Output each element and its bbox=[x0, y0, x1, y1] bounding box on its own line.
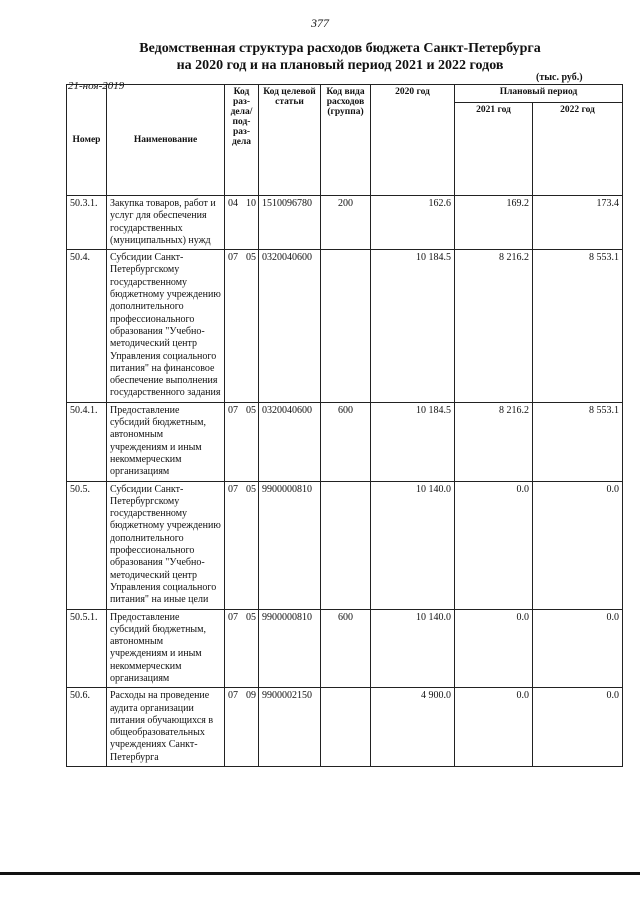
row-number: 50.4. bbox=[67, 250, 107, 403]
row-subsection: 10 bbox=[246, 198, 256, 209]
row-target-code: 9900000810 bbox=[259, 609, 321, 688]
header-section-code: Код раз-дела/ под-раз-дела bbox=[225, 85, 259, 196]
row-target-code: 0320040600 bbox=[259, 402, 321, 481]
row-section-code bbox=[225, 609, 259, 688]
table-row bbox=[67, 250, 623, 403]
row-section-code bbox=[225, 402, 259, 481]
row-subsection: 05 bbox=[246, 611, 256, 623]
row-name: Расходы на проведение аудита организации питания обучающихся в общеобразовательных учреждениях Санкт-Петербурга bbox=[107, 688, 225, 767]
row-2021-amount: 8 216.2 bbox=[455, 250, 533, 403]
row-subsection: 05 bbox=[246, 404, 256, 416]
row-section-code bbox=[225, 196, 259, 250]
page-number: 377 bbox=[311, 16, 329, 30]
row-target-code: 9900000810 bbox=[259, 481, 321, 609]
title-line-2: на 2020 год и на плановый период 2021 и 2022 годов bbox=[176, 58, 504, 73]
row-2021-amount: 8 216.2 bbox=[455, 402, 533, 481]
table-row bbox=[67, 402, 623, 481]
row-2022-amount: 8 553.1 bbox=[533, 250, 623, 403]
row-2020-amount: 162.6 bbox=[371, 196, 455, 250]
row-2020-amount: 10 140.0 bbox=[371, 609, 455, 688]
row-2021-amount: 0.0 bbox=[455, 481, 533, 609]
row-section: 04 bbox=[228, 198, 238, 209]
row-section-code bbox=[225, 481, 259, 609]
row-target-code: 9900002150 bbox=[259, 688, 321, 767]
row-subsection: 05 bbox=[246, 483, 256, 495]
document-title bbox=[60, 40, 620, 74]
row-section: 07 bbox=[228, 690, 238, 702]
row-2022-amount: 0.0 bbox=[533, 481, 623, 609]
row-number: 50.4.1. bbox=[67, 402, 107, 481]
header-year-2021: 2021 год bbox=[455, 103, 533, 196]
header-year-2020: 2020 год bbox=[371, 85, 455, 196]
row-name: Субсидии Санкт-Петербургскому государственному бюджетному учреждению дополнительного профессионального образования "Учебно-методический центр Управления социального питания" на иные цели bbox=[107, 481, 225, 609]
row-subsection: 09 bbox=[246, 690, 256, 702]
row-number: 50.5.1. bbox=[67, 609, 107, 688]
header-name: Наименование bbox=[107, 85, 225, 196]
row-expense-type bbox=[321, 481, 371, 609]
row-section: 07 bbox=[228, 483, 238, 495]
row-expense-type: 600 bbox=[321, 609, 371, 688]
row-2021-amount: 0.0 bbox=[455, 688, 533, 767]
header-year-2022: 2022 год bbox=[533, 103, 623, 196]
row-2020-amount: 10 184.5 bbox=[371, 402, 455, 481]
title-line-1: Ведомственная структура расходов бюджета Санкт-Петербурга bbox=[139, 41, 541, 56]
row-number: 50.3.1. bbox=[67, 196, 107, 250]
row-expense-type: 200 bbox=[321, 196, 371, 250]
row-name: Предоставление субсидий бюджетным, автономным учреждениям и иным некоммерческим организациям bbox=[107, 609, 225, 688]
header-number: Номер bbox=[67, 85, 107, 196]
row-2021-amount: 0.0 bbox=[455, 609, 533, 688]
row-expense-type: 600 bbox=[321, 402, 371, 481]
bottom-rule bbox=[0, 872, 640, 875]
units-label: (тыс. руб.) bbox=[536, 72, 583, 83]
row-subsection: 05 bbox=[246, 252, 256, 264]
row-2022-amount: 173.4 bbox=[533, 196, 623, 250]
row-section: 07 bbox=[228, 252, 238, 264]
row-name: Субсидии Санкт-Петербургскому государственному бюджетному учреждению дополнительного профессионального образования "Учебно-методический центр Управления социального питания" на финансовое обеспечение выполнения государственного задания bbox=[107, 250, 225, 403]
row-2021-amount: 169.2 bbox=[455, 196, 533, 250]
row-expense-type bbox=[321, 688, 371, 767]
row-section-code bbox=[225, 250, 259, 403]
row-2022-amount: 0.0 bbox=[533, 609, 623, 688]
row-number: 50.6. bbox=[67, 688, 107, 767]
row-name: Закупка товаров, работ и услуг для обеспечения государственных (муниципальных) нужд bbox=[107, 196, 225, 250]
row-2020-amount: 10 140.0 bbox=[371, 481, 455, 609]
table-row bbox=[67, 688, 623, 767]
table-row bbox=[67, 196, 623, 250]
row-expense-type bbox=[321, 250, 371, 403]
row-section: 07 bbox=[228, 404, 238, 416]
row-section: 07 bbox=[228, 611, 238, 623]
row-number: 50.5. bbox=[67, 481, 107, 609]
budget-table bbox=[66, 84, 623, 767]
header-planned-period: Плановый период bbox=[455, 85, 623, 103]
table-row bbox=[67, 609, 623, 688]
row-2022-amount: 0.0 bbox=[533, 688, 623, 767]
row-2022-amount: 8 553.1 bbox=[533, 402, 623, 481]
row-section-code bbox=[225, 688, 259, 767]
row-name: Предоставление субсидий бюджетным, автономным учреждениям и иным некоммерческим организациям bbox=[107, 402, 225, 481]
header-expense-type-code: Код вида расходов (группа) bbox=[321, 85, 371, 196]
header-target-code: Код целевой статьи bbox=[259, 85, 321, 196]
row-target-code: 1510096780 bbox=[259, 196, 321, 250]
row-2020-amount: 4 900.0 bbox=[371, 688, 455, 767]
table-row bbox=[67, 481, 623, 609]
row-target-code: 0320040600 bbox=[259, 250, 321, 403]
date-label: 21-ноя-2019 bbox=[68, 80, 125, 92]
row-2020-amount: 10 184.5 bbox=[371, 250, 455, 403]
